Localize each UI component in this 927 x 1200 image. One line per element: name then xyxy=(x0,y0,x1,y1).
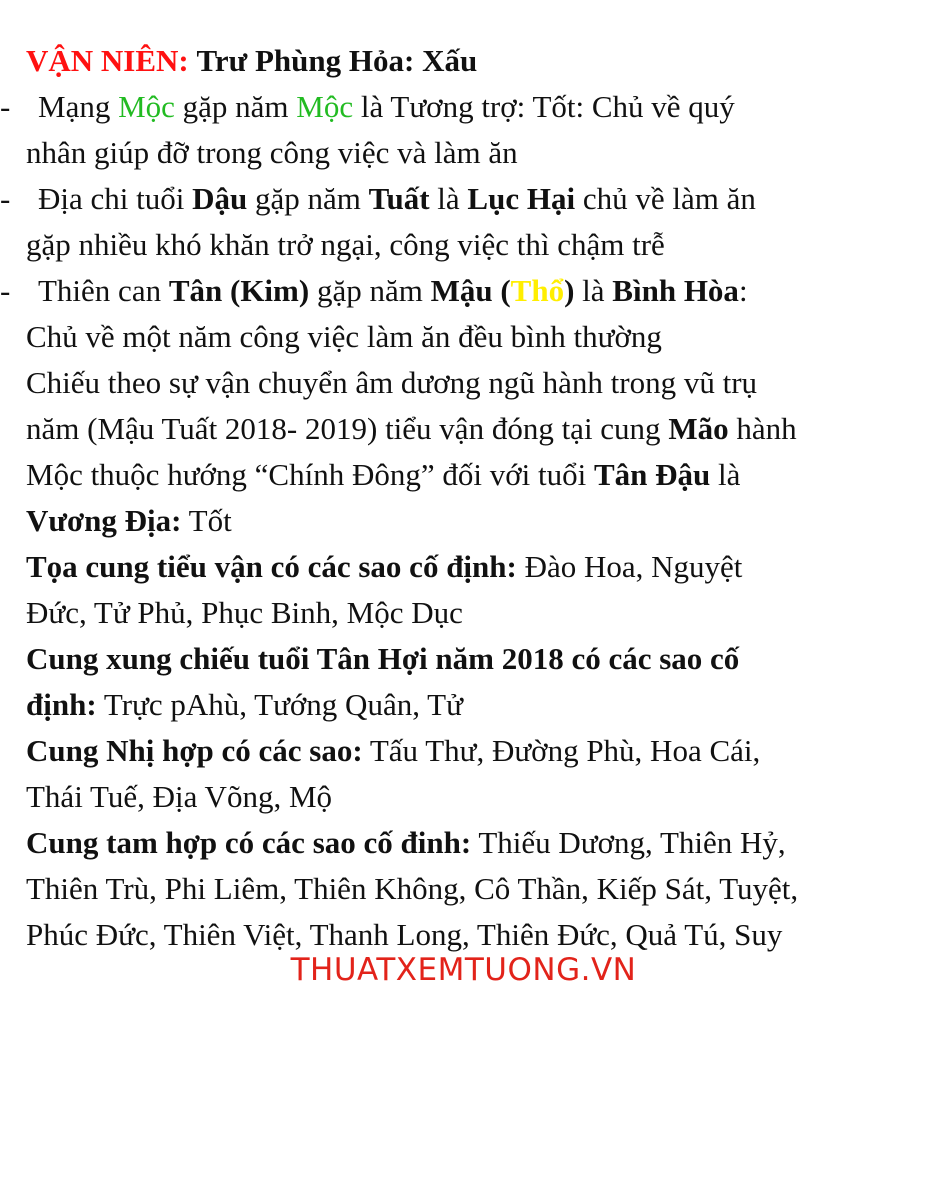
paragraph-line xyxy=(0,498,927,544)
element-tho: Thổ xyxy=(510,273,565,308)
text-span: Thiên can xyxy=(38,273,169,308)
text-span: Thiếu Dương, Thiên Hỷ, xyxy=(471,825,786,860)
section-label: Cung tam hợp có các sao cố đinh: xyxy=(26,825,472,860)
text-span: chủ về làm ăn xyxy=(575,181,756,216)
bullet-continuation-3: Chủ về một năm công việc làm ăn đều bình thường xyxy=(26,319,662,354)
heading-text: Trư Phùng Hỏa: Xấu xyxy=(196,43,478,78)
bold-term: Mậu ( xyxy=(430,273,511,308)
paragraph-line xyxy=(0,406,927,452)
text-span: Mộc thuộc hướng “Chính Đông” đối với tuổi xyxy=(26,457,594,492)
bold-term: Tuất xyxy=(368,181,430,216)
bold-term: Lục Hại xyxy=(467,181,576,216)
element-moc: Mộc xyxy=(118,89,175,124)
cung-nhi-hop-continuation: Thái Tuế, Địa Võng, Mộ xyxy=(26,779,333,814)
cung-tam-hop-continuation: Thiên Trù, Phi Liêm, Thiên Không, Cô Thần, Kiếp Sát, Tuyệt, xyxy=(26,871,799,906)
cung-xung-line xyxy=(0,636,927,682)
element-moc: Mộc xyxy=(296,89,354,124)
toa-cung-continuation: Đức, Tử Phủ, Phục Binh, Mộc Dục xyxy=(26,595,463,630)
bullet-continuation-2: gặp nhiều khó khăn trở ngại, công việc thì chậm trễ xyxy=(26,227,665,262)
text-span: : xyxy=(738,273,748,308)
bold-term: Tân (Kim) xyxy=(168,273,310,308)
heading-label: VẬN NIÊN: xyxy=(26,43,189,78)
bullet-dash: - xyxy=(0,89,11,124)
cung-tam-hop-continuation: Phúc Đức, Thiên Việt, Thanh Long, Thiên Đức, Quả Tú, Suy xyxy=(26,917,783,952)
text-span: hành xyxy=(728,411,797,446)
bold-term: Bình Hòa xyxy=(612,273,739,308)
bullet-continuation-1: nhân giúp đỡ trong công việc và làm ăn xyxy=(26,135,518,170)
bullet-item-3 xyxy=(0,268,927,314)
website-watermark: THUATXEMTUONG.VN xyxy=(290,952,637,988)
bold-term: ) xyxy=(564,273,575,308)
cung-nhi-hop-line xyxy=(0,728,927,774)
document-body xyxy=(0,38,927,958)
text-span: Địa chi tuổi xyxy=(38,181,193,216)
bold-term: Mão xyxy=(668,411,729,446)
text-span: là xyxy=(429,181,468,216)
paragraph-line xyxy=(0,452,927,498)
cung-tam-hop-line xyxy=(0,820,927,866)
bullet-dash: - xyxy=(0,181,11,216)
text-span: năm (Mậu Tuất 2018- 2019) tiểu vận đóng tại cung xyxy=(26,411,669,446)
bold-term: Tân Đậu xyxy=(593,457,711,492)
text-span: là xyxy=(710,457,741,492)
paragraph-line: Chiếu theo sự vận chuyển âm dương ngũ hành trong vũ trụ xyxy=(26,365,758,400)
text-span: Tấu Thư, Đường Phù, Hoa Cái, xyxy=(362,733,761,768)
section-label: Cung Nhị hợp có các sao: xyxy=(26,733,363,768)
section-label: định: xyxy=(26,687,97,722)
text-span: Đào Hoa, Nguyệt xyxy=(516,549,743,584)
bullet-item-1 xyxy=(0,84,927,130)
toa-cung-line xyxy=(0,544,927,590)
text-span: gặp năm xyxy=(309,273,431,308)
cung-xung-continuation xyxy=(0,682,927,728)
heading-line xyxy=(0,38,927,84)
bullet-dash: - xyxy=(0,273,11,308)
text-span: Mạng xyxy=(38,89,119,124)
text-span: gặp năm xyxy=(247,181,369,216)
bold-term: Dậu xyxy=(192,181,248,216)
bullet-item-2 xyxy=(0,176,927,222)
text-span: Tốt xyxy=(181,503,232,538)
bold-term: Vương Địa: xyxy=(26,503,182,538)
text-span: là Tương trợ: Tốt: Chủ về quý xyxy=(353,89,735,124)
text-span: là xyxy=(574,273,613,308)
text-span: gặp năm xyxy=(174,89,297,124)
section-label: Tọa cung tiểu vận có các sao cố định: xyxy=(26,549,517,584)
section-label: Cung xung chiếu tuổi Tân Hợi năm 2018 có các sao cố xyxy=(26,641,740,676)
text-span: Trực pAhù, Tướng Quân, Tử xyxy=(96,687,463,722)
